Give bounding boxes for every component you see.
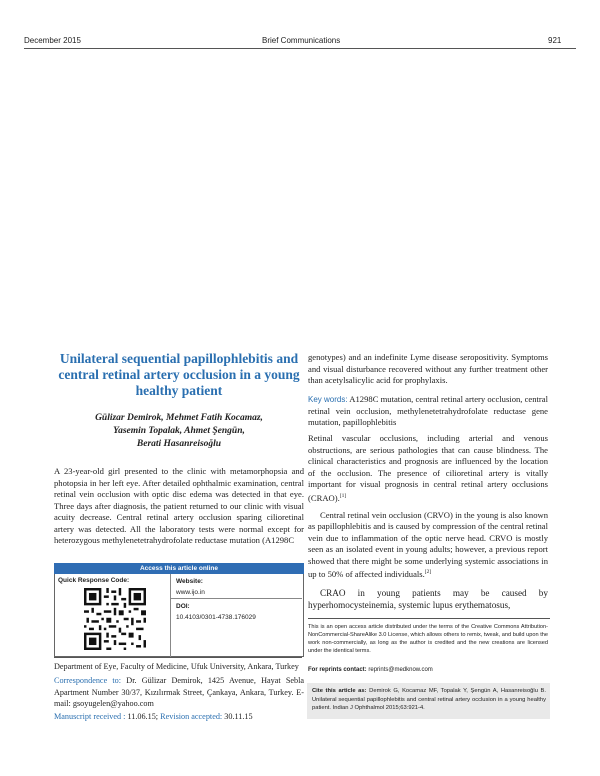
header-page-number: 921 [548, 36, 562, 45]
license-rule [308, 618, 550, 619]
affiliation-department: Department of Eye, Faculty of Medicine, Ufuk University, Ankara, Turkey [54, 662, 299, 671]
keywords-text: A1298C mutation, central retinal artery occlusion, central retinal vein occlusion, methylenetetrahydrofolate reductase gene mutation, papillophlebitis [308, 394, 548, 427]
header-section: Brief Communications [262, 36, 341, 45]
keywords-label: Key words: [308, 395, 348, 404]
article-title: Unilateral sequential papillophlebitis and central retinal artery occlusion in a young healthy patient [58, 351, 300, 398]
header-rule [24, 48, 576, 49]
paragraph-1 [308, 433, 548, 504]
correspondence-text: Dr. Gülizar Demirok, 1425 Avenue, Hayat Sebla Apartment Number 30/37, Kızılırmak Street, Çankaya, Ankara, Turkey. E-mail: gsoyugelen@yahoo.com [54, 676, 305, 708]
doi-link[interactable]: 10.4103/0301-4738.176029 [176, 614, 256, 621]
abstract-left: A 23-year-old girl presented to the clinic with metamorphopsia and photopsia in her left eye. After detailed ophthalmic examination, central retinal vein occlusion with optic disc edema was detected in that eye. Three days after diagnosis, the patient returned to our clinic with visual acuity decrease. Central retinal artery occlusion sparing cilioretinal artery was detected. All the laboratory tests were normal except for heterozygous methylenetetrahydrofolate reductase mutation (A1298C [54, 466, 304, 545]
authors-line-1: Gülizar Demirok, Mehmet Fatih Kocamaz, [95, 413, 263, 423]
manuscript-dates [54, 711, 304, 723]
abstract-right: genotypes) and an indefinite Lyme disease seropositivity. Symptoms and visual disturbance recovered without any further treatment other than acetylsalicylic acid for prophylaxis. [308, 352, 548, 385]
body-right-column [308, 433, 548, 617]
reprints-email[interactable]: reprints@medknow.com [368, 667, 433, 673]
reprints-label: For reprints contact: [308, 667, 367, 673]
paragraph-2-text: Central retinal vein occlusion (CRVO) in the young is also known as papillophlebitis and is caused by compression of the central retinal vein due to inflammation of the optic nerve head. CRVO is mostly seen as an isolated event in young adults; however, a previous report showed that there might be some underlying systemic associations in up to 50% of affected individuals. [308, 509, 548, 580]
access-heading: Access this article online [54, 563, 304, 574]
paragraph-2-ref[interactable]: [2] [424, 569, 432, 576]
paragraph-3: CRAO in young patients may be caused by hyperhomocysteinemia, systemic lupus erythematosus, [308, 587, 548, 610]
qr-code-image[interactable] [84, 588, 146, 650]
license-note: This is an open access article distributed under the terms of the Creative Commons Attribution-NonCommercial-ShareAlike 3.0 License, which allows others to remix, tweak, and build upon the work non-commercially, as long as the author is credited and the new creations are licensed under the identical terms. [308, 624, 548, 654]
website-label: Website: [176, 578, 203, 585]
authors-line-2: Yasemin Topalak, Ahmet Şengün, [113, 426, 245, 436]
correspondence-block [54, 675, 304, 710]
affiliation-rule [54, 657, 302, 658]
accepted-date: 30.11.15 [224, 712, 253, 721]
correspondence-label: Correspondence to: [54, 676, 122, 685]
authors-line-3: Berati Hasanreisoğlu [136, 439, 222, 449]
paragraph-1-text: Retinal vascular occlusions, including arterial and venous obstructions, are serious pathologies that can cause blindness. The clinical characteristics and prognosis are influenced by the location of the occlusion. The presence of cilioretinal artery is vitally important for visual prognosis in central retinal artery occlusions (CRAO). [308, 433, 548, 503]
accepted-label: Revision accepted: [160, 712, 223, 721]
qr-label: Quick Response Code: [58, 577, 130, 584]
citation-text: Demirok G, Kocamaz MF, Topalak Y, Şengün A, Hasanreisoğlu B. Unilateral sequential papillophlebitis and central retinal artery occlusion in a young healthy patient. Indian J Ophthalmol 2015;63:921-4. [312, 688, 546, 711]
access-divider-vertical [170, 574, 171, 657]
access-divider-horizontal [170, 598, 302, 599]
received-label: Manuscript received : [54, 712, 126, 721]
doi-label: DOI: [176, 603, 190, 610]
keywords-block [308, 394, 548, 429]
citation-label: Cite this article as: [312, 688, 367, 694]
author-list [54, 412, 304, 451]
paragraph-1-ref[interactable]: [1] [339, 492, 347, 499]
received-date: 11.06.15; [127, 712, 159, 721]
paragraph-2 [308, 510, 548, 581]
header-date: December 2015 [24, 36, 81, 45]
website-link[interactable]: www.ijo.in [176, 589, 205, 596]
citation-text-block [312, 687, 546, 713]
reprints-line [308, 667, 433, 673]
